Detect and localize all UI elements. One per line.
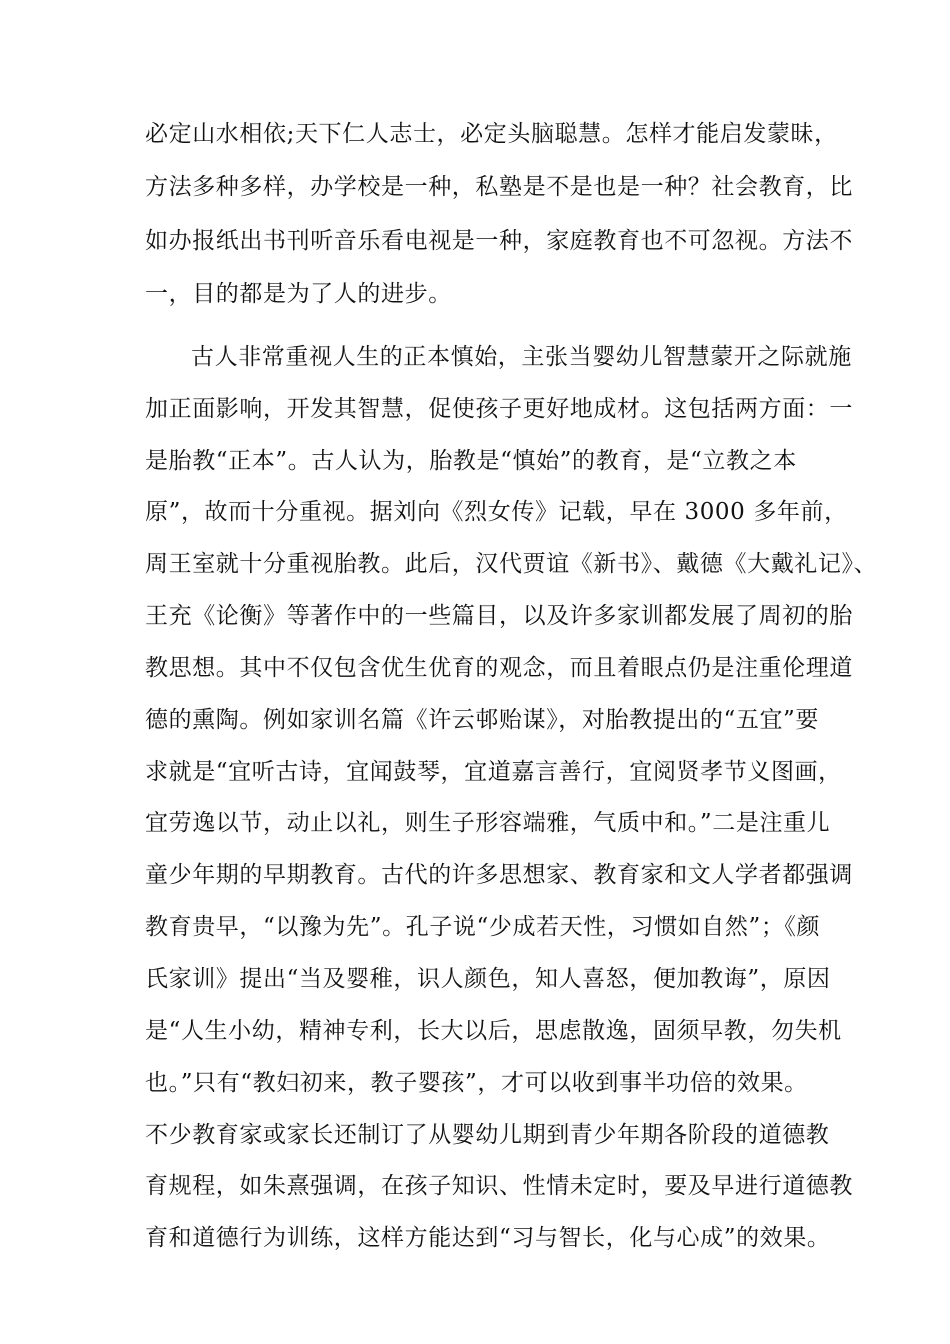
- paragraph-line: 王充《论衡》等著作中的一些篇目，以及许多家训都发展了周初的胎: [145, 603, 853, 629]
- paragraph-line: 童少年期的早期教育。古代的许多思想家、教育家和文人学者都强调: [145, 862, 853, 888]
- paragraph-line: 也。”只有“教妇初来，教子婴孩”，才可以收到事半功倍的效果。: [145, 1070, 808, 1096]
- paragraph-line: 教育贵早，“以豫为先”。孔子说“少成若天性，习惯如自然”；《颜: [145, 914, 821, 940]
- paragraph-line: 周王室就十分重视胎教。此后，汉代贾谊《新书》、戴德《大戴礼记》、: [145, 551, 878, 577]
- paragraph-line: 加正面影响，开发其智慧，促使孩子更好地成材。这包括两方面：一: [145, 396, 853, 422]
- paragraph-line: 德的熏陶。例如家训名篇《许云邨贻谋》，对胎教提出的“五宜”要: [145, 707, 820, 733]
- paragraph-line: 原”，故而十分重视。据刘向《烈女传》记载，早在 3000 多年前，: [145, 499, 848, 525]
- paragraph-line: 如办报纸出书刊听音乐看电视是一种，家庭教育也不可忽视。方法不: [145, 228, 853, 254]
- paragraph-line: 育规程，如朱熹强调，在孩子知识、性情未定时，要及早进行道德教: [145, 1173, 853, 1199]
- paragraph-line: 氏家训》提出“当及婴稚，识人颜色，知人喜怒，便加教诲”，原因: [145, 966, 831, 992]
- paragraph-line: 育和道德行为训练，这样方能达到“习与智长，化与心成”的效果。: [145, 1225, 831, 1251]
- paragraph-line: 方法多种多样，办学校是一种，私塾是不是也是一种？社会教育，比: [145, 174, 853, 200]
- paragraph-line: 古人非常重视人生的正本慎始，主张当婴幼儿智慧蒙开之际就施: [191, 344, 852, 370]
- paragraph-line: 不少教育家或家长还制订了从婴幼儿期到青少年期各阶段的道德教: [145, 1122, 830, 1148]
- paragraph-line: 一，目的都是为了人的进步。: [145, 281, 452, 307]
- paragraph-line: 宜劳逸以节，动止以礼，则生子形容端雅，气质中和。”二是注重儿: [145, 810, 831, 836]
- paragraph-line: 是胎教“正本”。古人认为，胎教是“慎始”的教育，是“立教之本: [145, 448, 797, 474]
- paragraph-line: 是“人生小幼，精神专利，长大以后，思虑散逸，固须早教，勿失机: [145, 1018, 842, 1044]
- paragraph-line: 教思想。其中不仅包含优生优育的观念，而且着眼点仍是注重伦理道: [145, 655, 853, 681]
- paragraph-line: 必定山水相依;天下仁人志士，必定头脑聪慧。怎样才能启发蒙昧，: [145, 121, 838, 147]
- paragraph-line: 求就是“宜听古诗，宜闻鼓琴，宜道嘉言善行，宜阅贤孝节义图画，: [145, 759, 842, 785]
